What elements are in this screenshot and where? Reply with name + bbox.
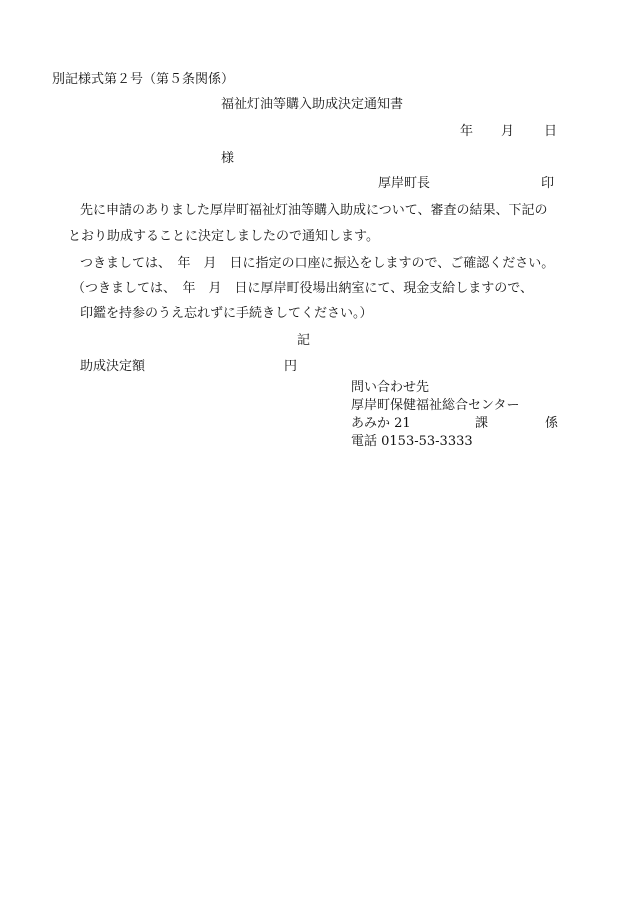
document-title: 福祉灯油等購入助成決定通知書 [221,97,404,112]
date-month-label: 月 [501,124,515,139]
date-day-label: 日 [544,124,558,139]
body-paragraph-line: 印鑑を持参のうえ忘れずに手続きしてください。） [80,306,373,321]
recipient-honorific: 様 [221,151,235,166]
body-paragraph-line: （つきましては、 年 月 日に厚岸町役場出納室にて、現金支給しますので、 [72,281,533,296]
issuer-name: 厚岸町長 [378,176,431,191]
contact-phone: 電話 0153-53-3333 [351,434,473,449]
date-year-label: 年 [460,124,474,139]
contact-organization: 厚岸町保健福祉総合センター [351,398,520,413]
contact-place: あみか 21 [351,416,411,431]
amount-unit: 円 [284,359,298,374]
contact-subsection: 係 [545,416,559,431]
body-paragraph-line: つきましては、 年 月 日に指定の口座に振込をしますので、ご確認ください。 [80,256,555,271]
ki-heading: 記 [297,333,311,348]
seal-mark: 印 [541,176,555,191]
contact-heading: 問い合わせ先 [351,380,430,395]
form-number: 別記様式第２号（第５条関係） [52,72,235,87]
amount-label: 助成決定額 [80,359,146,374]
body-paragraph-line: とおり助成することに決定しましたので通知します。 [68,229,379,244]
contact-section: 課 [475,416,489,431]
body-paragraph-line: 先に申請のありました厚岸町福祉灯油等購入助成について、審査の結果、下記の [80,203,548,218]
